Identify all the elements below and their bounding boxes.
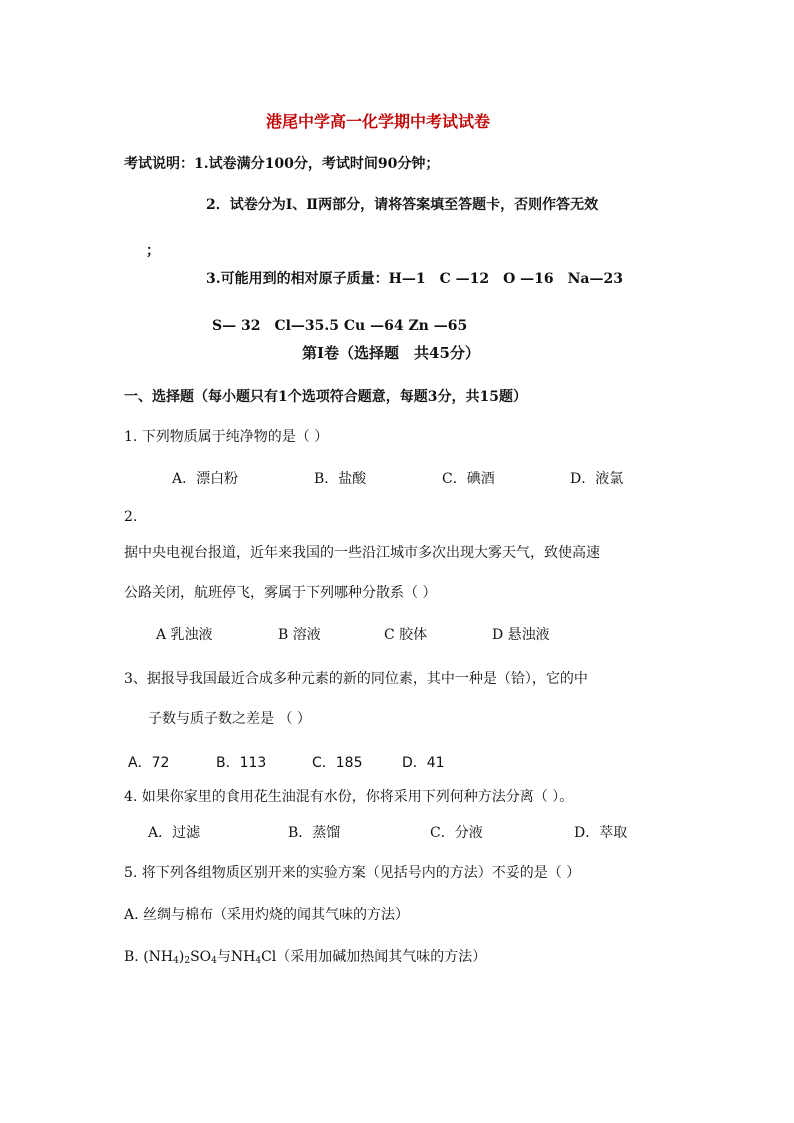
instructions-label: 考试说明： (124, 156, 194, 172)
instructions-line-1 (124, 155, 439, 173)
instructions-text-1: 1.试卷满分100分，考试时间90分钟； (194, 156, 440, 172)
question-4-option-d: D．萃取 (574, 825, 628, 841)
question-4-option-c: C．分液 (430, 825, 483, 841)
question-2-option-b: B 溶液 (278, 627, 321, 643)
question-5-option-b (124, 948, 486, 966)
instructions-line-3: 3.可能用到的相对原子质量：H—1 C —12 O —16 Na—23 (206, 271, 623, 287)
question-2-number: 2. (124, 509, 138, 525)
formula-part: ) (178, 949, 185, 965)
formula-subscript: 4 (211, 956, 217, 966)
part-1-heading: 第Ⅰ卷（选择题 共45分） (302, 344, 480, 362)
question-3-stem-line-2: 子数与质子数之差是 （ ） (148, 711, 311, 727)
question-3-option-c: C．185 (312, 755, 363, 771)
formula-part: 与NH (216, 949, 256, 965)
formula-part: (NH (143, 949, 174, 965)
formula-subscript: 4 (255, 956, 262, 966)
formula-part: Cl（采用加碱加热闻其气味的方法） (261, 949, 487, 965)
question-1-option-a: A．漂白粉 (172, 471, 239, 487)
question-4-option-b: B．蒸馏 (288, 825, 341, 841)
question-3-option-a: A．72 (128, 755, 170, 771)
question-2-option-c: C 胶体 (384, 627, 428, 643)
formula-part: SO (190, 949, 212, 965)
instructions-line-2: 2．试卷分为Ⅰ、Ⅱ两部分，请将答案填至答题卡，否则作答无效 (206, 197, 599, 213)
formula-subscript: 2 (184, 956, 191, 966)
question-2-option-a: A 乳浊液 (156, 627, 213, 643)
section-1-heading: 一、选择题（每小题只有1个选项符合题意，每题3分，共15题） (124, 389, 527, 405)
question-1-stem: 1. 下列物质属于纯净物的是（ ） (124, 429, 329, 445)
question-5-stem: 5. 将下列各组物质区别开来的实验方案（见括号内的方法）不妥的是（ ） (124, 865, 581, 881)
question-5-option-a: A. 丝绸与棉布（采用灼烧的闻其气味的方法） (124, 907, 410, 923)
question-3-option-d: D．41 (402, 755, 445, 771)
instructions-line-2-cont: ； (146, 243, 160, 259)
question-1-option-b: B．盐酸 (314, 471, 367, 487)
question-4-stem: 4. 如果你家里的食用花生油混有水份，你将采用下列何种方法分离（ ）。 (124, 789, 574, 805)
exam-title: 港尾中学高一化学期中考试试卷 (266, 112, 491, 131)
question-1-option-d: D．液氯 (570, 471, 624, 487)
question-2-stem-line-2: 公路关闭，航班停飞，雾属于下列哪种分散系（ ） (124, 585, 437, 601)
question-1-option-c: C．碘酒 (442, 471, 495, 487)
question-2-stem-line-1: 据中央电视台报道，近年来我国的一些沿江城市多次出现大雾天气，致使高速 (124, 545, 600, 561)
formula-subscript: 4 (173, 956, 179, 966)
question-3-option-b: B．113 (216, 755, 267, 771)
question-3-stem-line-1: 3、据报导我国最近合成多种元素的新的同位素，其中一种是（铪），它的中 (124, 671, 588, 687)
instructions-line-4: S— 32 Cl—35.5 Cu —64 Zn —65 (212, 318, 468, 334)
option-b-prefix: B. (124, 949, 144, 965)
question-4-option-a: A．过滤 (148, 825, 201, 841)
question-2-option-d: D 悬浊液 (492, 627, 550, 643)
